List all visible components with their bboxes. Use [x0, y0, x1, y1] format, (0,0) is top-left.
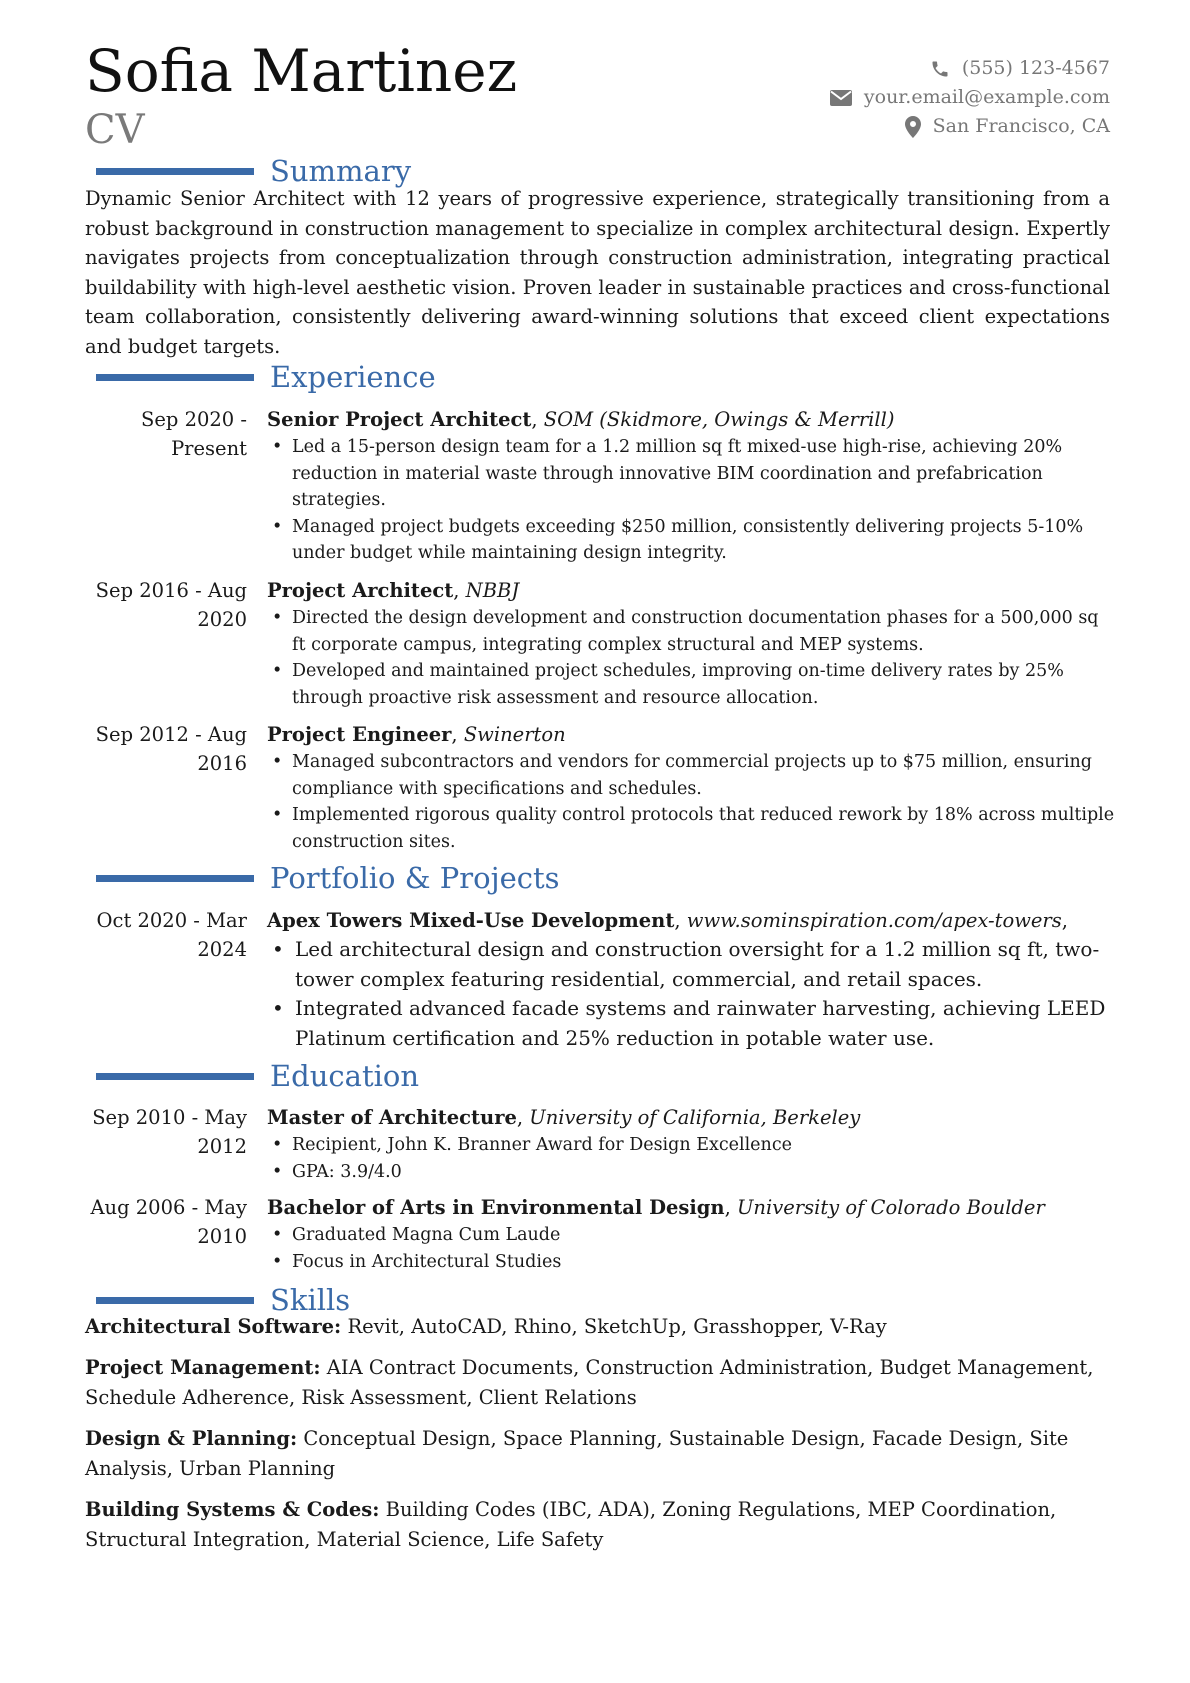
- list-item: • Graduated Magna Cum Laude: [267, 1222, 1117, 1249]
- section-title: Experience: [270, 360, 436, 394]
- section-bar: [96, 168, 254, 175]
- list-item: • Managed project budgets exceeding $250 million, consistently delivering projects 5-10% under budget while maintaining design integrity.: [267, 514, 1117, 567]
- section-portfolio-header: [96, 861, 560, 895]
- entry-role: Bachelor of Arts in Environmental Design: [267, 1196, 725, 1219]
- section-summary-header: [96, 154, 412, 188]
- phone-icon: [930, 59, 950, 79]
- skill-value: Building Codes (IBC, ADA), Zoning Regulations, MEP Coordination, Structural Integration, Material Science, Life Safety: [85, 1498, 1057, 1551]
- skill-value: Revit, AutoCAD, Rhino, SketchUp, Grasshopper, V-Ray: [347, 1315, 887, 1338]
- section-title: Education: [270, 1059, 420, 1093]
- phone-text: (555) 123-4567: [961, 57, 1110, 79]
- skill-label: Project Management:: [85, 1356, 321, 1379]
- entry-org: University of California, Berkeley: [529, 1106, 861, 1129]
- contact-email[interactable]: [830, 83, 1110, 112]
- person-name: Sofia Martinez: [85, 37, 518, 105]
- entry-role: Senior Project Architect: [267, 408, 532, 431]
- section-title: Skills: [270, 1283, 351, 1317]
- skill-line: [85, 1312, 1110, 1342]
- skill-label: Design & Planning:: [85, 1427, 298, 1450]
- section-bar: [96, 374, 254, 381]
- summary-text: Dynamic Senior Architect with 12 years of progressive experience, strategically transitioning from a robust background in construction management to specialize in complex architectural design. Expertly navigates projects from conceptualization through construction administration, integrating practical buildability with high-level aesthetic vision. Proven leader in sustainable practices and cross-functional team collaboration, consistently delivering award-winning solutions that exceed client expectations and budget targets.: [85, 187, 1110, 358]
- location-text: San Francisco, CA: [932, 115, 1110, 137]
- contact-phone[interactable]: [830, 54, 1110, 83]
- email-text: your.email@example.com: [863, 86, 1110, 108]
- entry-date: Sep 2010 - May 2012: [92, 1106, 247, 1158]
- list-item: • Integrated advanced facade systems and rainwater harvesting, achieving LEED Platinum certification and 25% reduction in potable water use.: [267, 994, 1117, 1053]
- entry-org: University of Colorado Boulder: [737, 1196, 1045, 1219]
- skill-line: [85, 1495, 1110, 1554]
- section-title: Portfolio & Projects: [270, 861, 560, 895]
- skill-value: Conceptual Design, Space Planning, Sustainable Design, Facade Design, Site Analysis, Urban Planning: [85, 1427, 1069, 1480]
- section-experience-header: [96, 360, 436, 394]
- list-item: • Managed subcontractors and vendors for commercial projects up to $75 million, ensuring compliance with specifications and schedules.: [267, 749, 1117, 802]
- entry-bullets: [267, 1132, 1117, 1185]
- cv-page: Sofia Martinez CV (555) 123-4567 your.email@example.com San Francisco, CA Summary Dynamic Senior Architect with 12 years of progressive experience, strategically transitioning from a robust background in construction management to specialize in complex architectural design. Expertly navigates projects from conceptualization through construction administration, integrating practical buildability with high-level aesthetic vision. Proven leader in sustainable practices and cross-functional team collaboration, consistently delivering award-winning solutions that exceed client expectations and budget targets. Experience Sep 2020 - Present Senior Project Architect, SOM (Skidmore, Owings & Merrill) • Led a 15-person design team for a 1.2 million sq ft mixed-use high-rise, achieving 20% reduction in material waste through innovative BIM coordination and prefabrication strategies. • Managed project budgets exceeding $250 million, consistently delivering projects 5-10% under budget while maintaining design integrity. Sep 2016 - Aug 2020 Project Architect, NBBJ • Directed the design development and construction documentation phases for a 500,000 sq ft corporate campus, integrating complex structural and MEP systems. • Developed and maintained project schedules, improving on-time delivery rates by 25% through proactive risk assessment and resource allocation. Sep 2012 - Aug 2016 Project Engineer, Swinerton • Managed subcontractors and vendors for commercial projects up to $75 million, ensuring compliance with specifications and schedules. • Implemented rigorous quality control protocols that reduced rework by 18% across multiple construction sites. Portfolio & Projects Oct 2020 - Mar 2024 Apex Towers Mixed-Use Development, www.sominspiration.com/apex-towers, • Led architectural design and construction oversight for a 1.2 million sq ft, two-tower complex featuring residential, commercial, and retail spaces. • Integrated advanced facade systems and rainwater harvesting, achieving LEED Platinum certification and 25% reduction in potable water use. Education Sep 2010 - May 2012 Master of Architecture, University of California, Berkeley • Recipient, John K. Branner Award for Design Excellence • GPA: 3.9/4.0 Aug 2006 - May 2010 Bachelor of Arts in Environmental Design, University of Colorado Boulder • Graduated Magna Cum Laude • Focus in Architectural Studies Skills Architectural Software: Revit, AutoCAD, Rhino, SketchUp, Grasshopper, V-Ray Project Management: AIA Contract Documents, Construction Administration, Budget Management, Schedule Adherence, Risk Assessment, Client Relations Design & Planning: Conceptual Design, Space Planning, Sustainable Design, Facade Design, Site Analysis, Urban Planning Building Systems & Codes: Building Codes (IBC, ADA), Zoning Regulations, MEP Coordination, Structural Integration, Material Science, Life Safety: [0, 0, 1190, 1683]
- section-bar: [96, 875, 254, 882]
- list-item: • Focus in Architectural Studies: [267, 1249, 1117, 1276]
- entry-date: Sep 2012 - Aug 2016: [95, 723, 247, 775]
- entry-role: Project Engineer: [267, 723, 452, 746]
- entry-bullets: [267, 749, 1117, 855]
- document-subtitle: CV: [85, 107, 145, 153]
- skill-value: AIA Contract Documents, Construction Administration, Budget Management, Schedule Adherence, Risk Assessment, Client Relations: [85, 1356, 1094, 1409]
- entry-date: Sep 2020 - Present: [141, 408, 247, 460]
- list-item: • Implemented rigorous quality control protocols that reduced rework by 18% across multiple construction sites.: [267, 802, 1117, 855]
- entry-org: Swinerton: [463, 723, 566, 746]
- entry-role: Master of Architecture: [267, 1106, 517, 1129]
- entry-date: Sep 2016 - Aug 2020: [95, 579, 247, 631]
- section-bar: [96, 1073, 254, 1080]
- envelope-icon: [830, 90, 852, 106]
- contact-location: [830, 112, 1110, 141]
- entry-date: Oct 2020 - Mar 2024: [96, 909, 247, 961]
- entry-role: Project Architect: [267, 579, 454, 602]
- list-item: • Recipient, John K. Branner Award for Design Excellence: [267, 1132, 1117, 1159]
- contact-block: [830, 54, 1110, 141]
- section-title: Summary: [270, 154, 412, 188]
- skill-label: Building Systems & Codes:: [85, 1498, 380, 1521]
- entry-org: NBBJ: [465, 579, 520, 602]
- entry-bullets: [267, 605, 1117, 711]
- skill-line: [85, 1424, 1110, 1483]
- section-education-header: [96, 1059, 420, 1093]
- skill-line: [85, 1353, 1110, 1412]
- project-link[interactable]: www.sominspiration.com/apex-towers: [686, 909, 1062, 932]
- list-item: • Led architectural design and construction oversight for a 1.2 million sq ft, two-tower complex featuring residential, commercial, and retail spaces.: [267, 935, 1117, 994]
- list-item: • Developed and maintained project schedules, improving on-time delivery rates by 25% through proactive risk assessment and resource allocation.: [267, 658, 1117, 711]
- skill-label: Architectural Software:: [85, 1315, 342, 1338]
- entry-bullets: [267, 434, 1117, 567]
- entry-date: Aug 2006 - May 2010: [90, 1196, 247, 1248]
- list-item: • GPA: 3.9/4.0: [267, 1159, 1117, 1186]
- entry-bullets: [267, 1222, 1117, 1275]
- map-pin-icon: [905, 116, 921, 138]
- entry-role: Apex Towers Mixed-Use Development: [267, 909, 675, 932]
- section-bar: [96, 1297, 254, 1304]
- list-item: • Directed the design development and construction documentation phases for a 500,000 sq ft corporate campus, integrating complex structural and MEP systems.: [267, 605, 1117, 658]
- entry-bullets: [267, 935, 1117, 1053]
- entry-org: SOM (Skidmore, Owings & Merrill): [543, 408, 895, 431]
- section-skills-header: [96, 1283, 351, 1317]
- list-item: • Led a 15-person design team for a 1.2 million sq ft mixed-use high-rise, achieving 20% reduction in material waste through innovative BIM coordination and prefabrication strategies.: [267, 434, 1117, 514]
